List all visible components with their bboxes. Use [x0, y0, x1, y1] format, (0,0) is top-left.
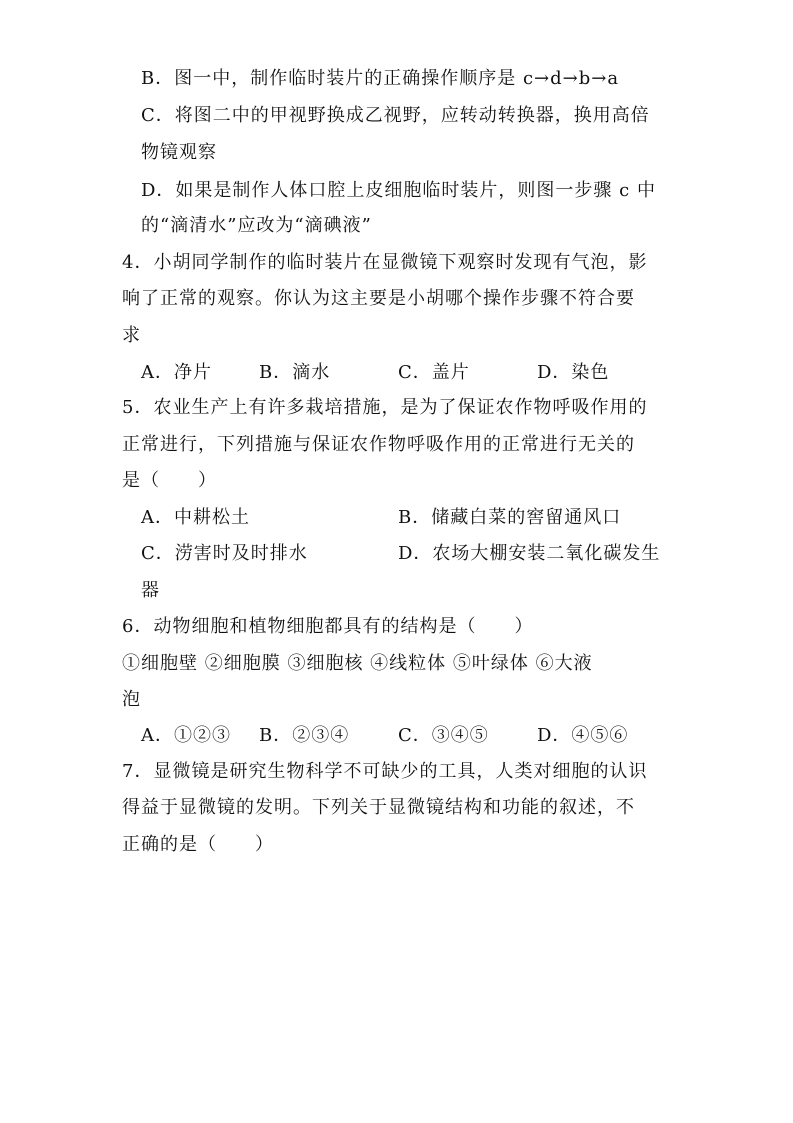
q3-option-d-line2: 的“滴清水”应改为“滴碘液” [141, 215, 372, 236]
q5-option-a: A．中耕松土 [141, 507, 250, 528]
q7-stem-line2: 得益于显微镜的发明。下列关于显微镜结构和功能的叙述，不 [122, 797, 635, 818]
q5-stem-line2: 正常进行，下列措施与保证农作物呼吸作用的正常进行无关的 [122, 434, 635, 455]
q4-stem-line3: 求 [122, 325, 141, 346]
q3-option-b: B．图一中，制作临时装片的正确操作顺序是 c→d→b→a [141, 68, 620, 89]
q4-option-b: B．滴水 [259, 362, 331, 383]
q5-stem-line1: 5．农业生产上有许多栽培措施，是为了保证农作物呼吸作用的 [122, 397, 648, 418]
q4-stem-line2: 响了正常的观察。你认为这主要是小胡哪个操作步骤不符合要 [122, 288, 635, 309]
q5-option-c: C．涝害时及时排水 [141, 543, 308, 564]
q4-stem-line1: 4．小胡同学制作的临时装片在显微镜下观察时发现有气泡，影 [122, 252, 648, 273]
q6-option-c: C．③④⑤ [398, 725, 489, 746]
q6-items-line1: ①细胞壁 ②细胞膜 ③细胞核 ④线粒体 ⑤叶绿体 ⑥大液 [122, 653, 593, 674]
q5-option-d-line2: 器 [141, 580, 160, 601]
q6-stem-line1: 6．动物细胞和植物细胞都具有的结构是（ ） [122, 616, 534, 637]
q4-option-c: C．盖片 [398, 362, 470, 383]
q4-option-d: D．染色 [537, 362, 610, 383]
q3-option-c-line2: 物镜观察 [141, 142, 217, 163]
q4-option-a: A．净片 [141, 362, 212, 383]
q3-option-d-line1: D．如果是制作人体口腔上皮细胞临时装片，则图一步骤 c 中 [141, 180, 656, 201]
q7-stem-line1: 7．显微镜是研究生物科学不可缺少的工具，人类对细胞的认识 [122, 761, 648, 782]
q6-option-b: B．②③④ [259, 725, 350, 746]
q5-stem-line3: 是（ ） [122, 470, 217, 491]
q3-option-c-line1: C．将图二中的甲视野换成乙视野，应转动转换器，换用高倍 [141, 105, 650, 126]
q5-option-d-line1: D．农场大棚安装二氧化碳发生 [398, 543, 661, 564]
q6-option-a: A．①②③ [141, 725, 231, 746]
q7-stem-line3: 正确的是（ ） [122, 834, 274, 855]
q6-option-d: D．④⑤⑥ [537, 725, 629, 746]
q6-items-line2: 泡 [122, 689, 141, 710]
q5-option-b: B．储藏白菜的窖留通风口 [398, 507, 622, 528]
